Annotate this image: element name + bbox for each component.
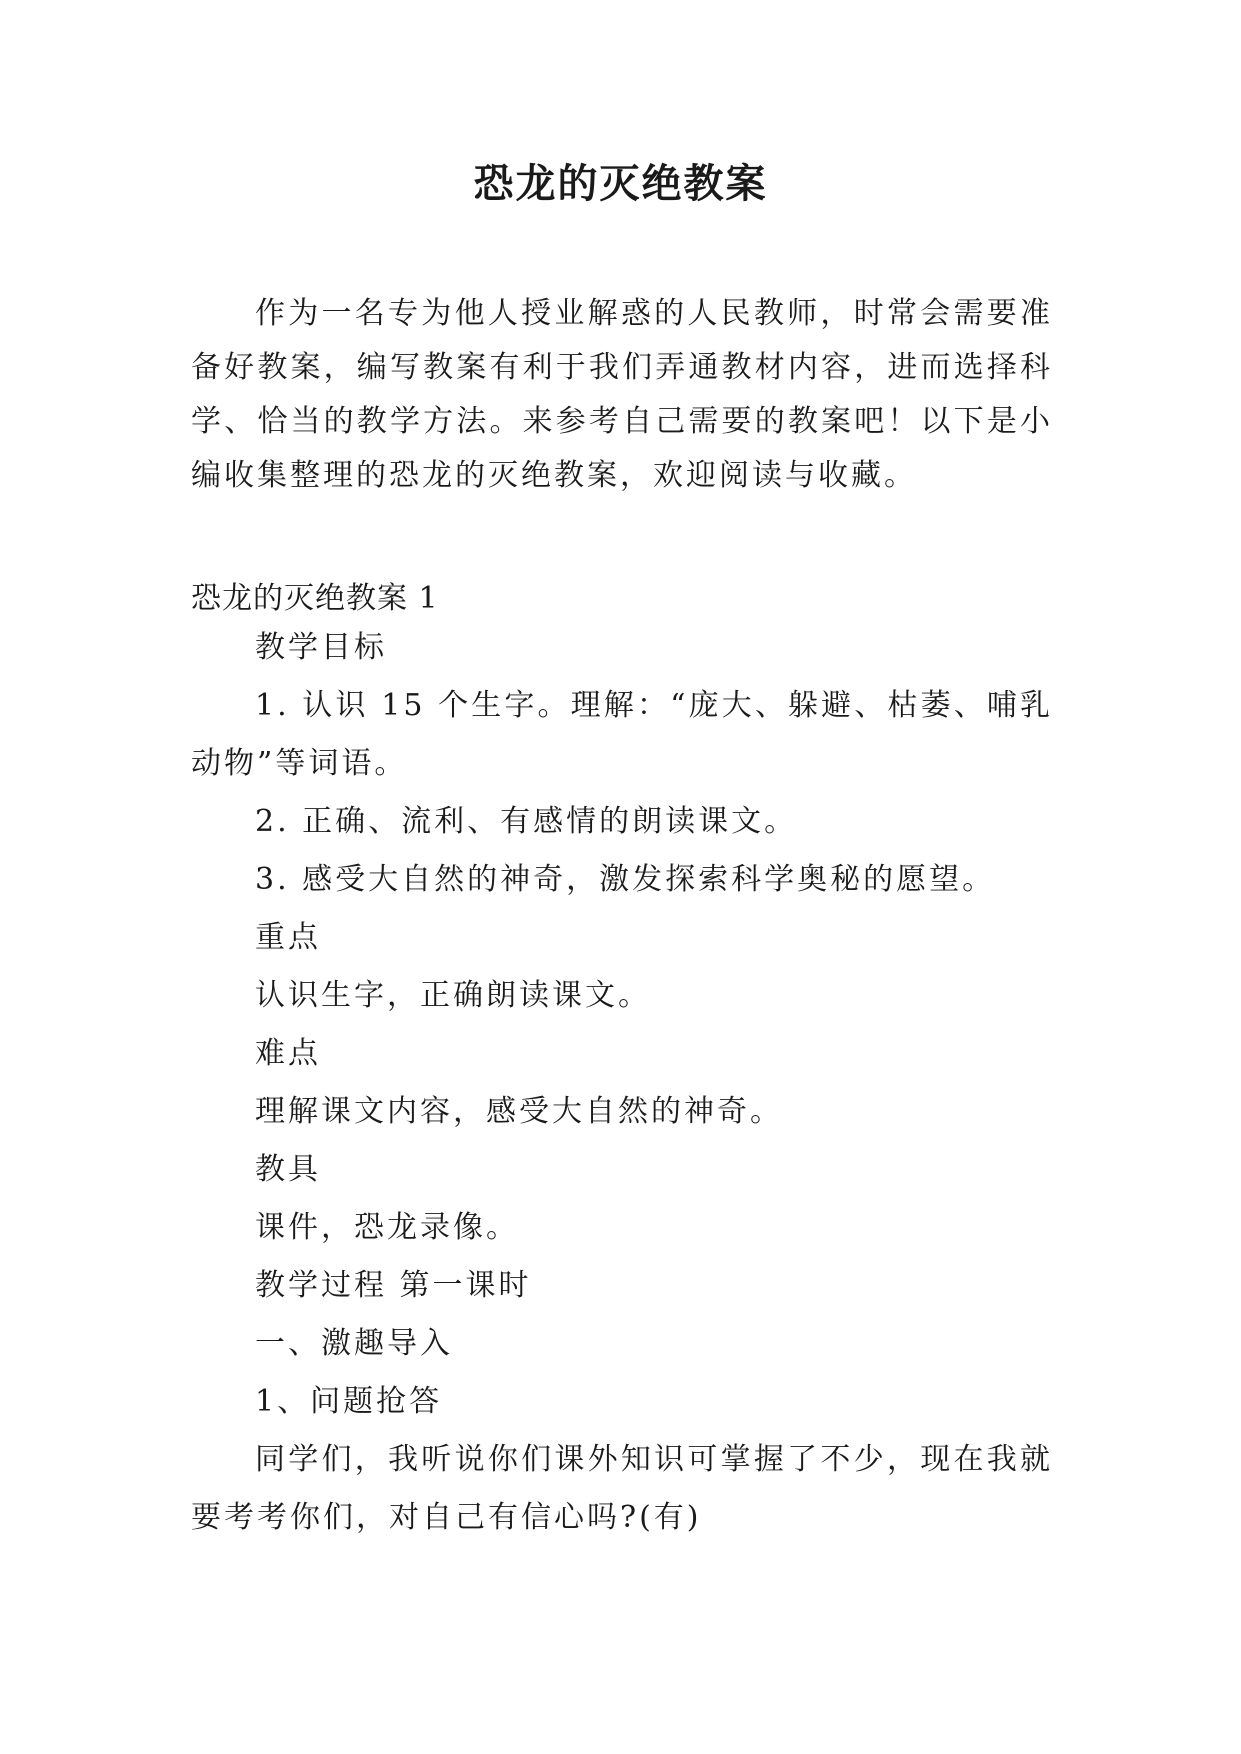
- goal-item-2: 2. 正确、流利、有感情的朗读课文。: [255, 804, 798, 839]
- document-title: 恐龙的灭绝教案: [473, 160, 768, 207]
- difficulty-text: 理解课文内容，感受大自然的神奇。: [255, 1094, 783, 1129]
- goal-item-1: 1. 认识 15 个生字。理解：“庞大、躲避、枯萎、哺乳动物”等词语。: [191, 688, 1053, 781]
- intro-paragraph: 作为一名专为他人授业解惑的人民教师，时常会需要准备好教案，编写教案有利于我们弄通教材内容，进而选择科学、恰当的教学方法。来参考自己需要的教案吧！以下是小编收集整理的恐龙的灭绝教案，欢迎阅读与收藏。: [191, 296, 1053, 493]
- document-body: [191, 287, 1053, 1547]
- key-text: 认识生字，正确朗读课文。: [255, 978, 651, 1013]
- difficulty-heading: 难点: [255, 1036, 321, 1071]
- section-title: 恐龙的灭绝教案 1: [191, 581, 439, 616]
- tools-heading: 教具: [255, 1152, 321, 1187]
- step-1-1-heading: 1、问题抢答: [255, 1384, 443, 1419]
- goal-heading: 教学目标: [255, 630, 387, 665]
- key-heading: 重点: [255, 920, 321, 955]
- step-1-1-text: 同学们，我听说你们课外知识可掌握了不少，现在我就要考考你们，对自己有信心吗?(有): [191, 1442, 1053, 1535]
- tools-text: 课件，恐龙录像。: [255, 1210, 519, 1245]
- process-heading: 教学过程 第一课时: [255, 1268, 532, 1303]
- step-1-heading: 一、激趣导入: [255, 1326, 453, 1361]
- goal-item-3: 3. 感受大自然的神奇，激发探索科学奥秘的愿望。: [255, 862, 996, 897]
